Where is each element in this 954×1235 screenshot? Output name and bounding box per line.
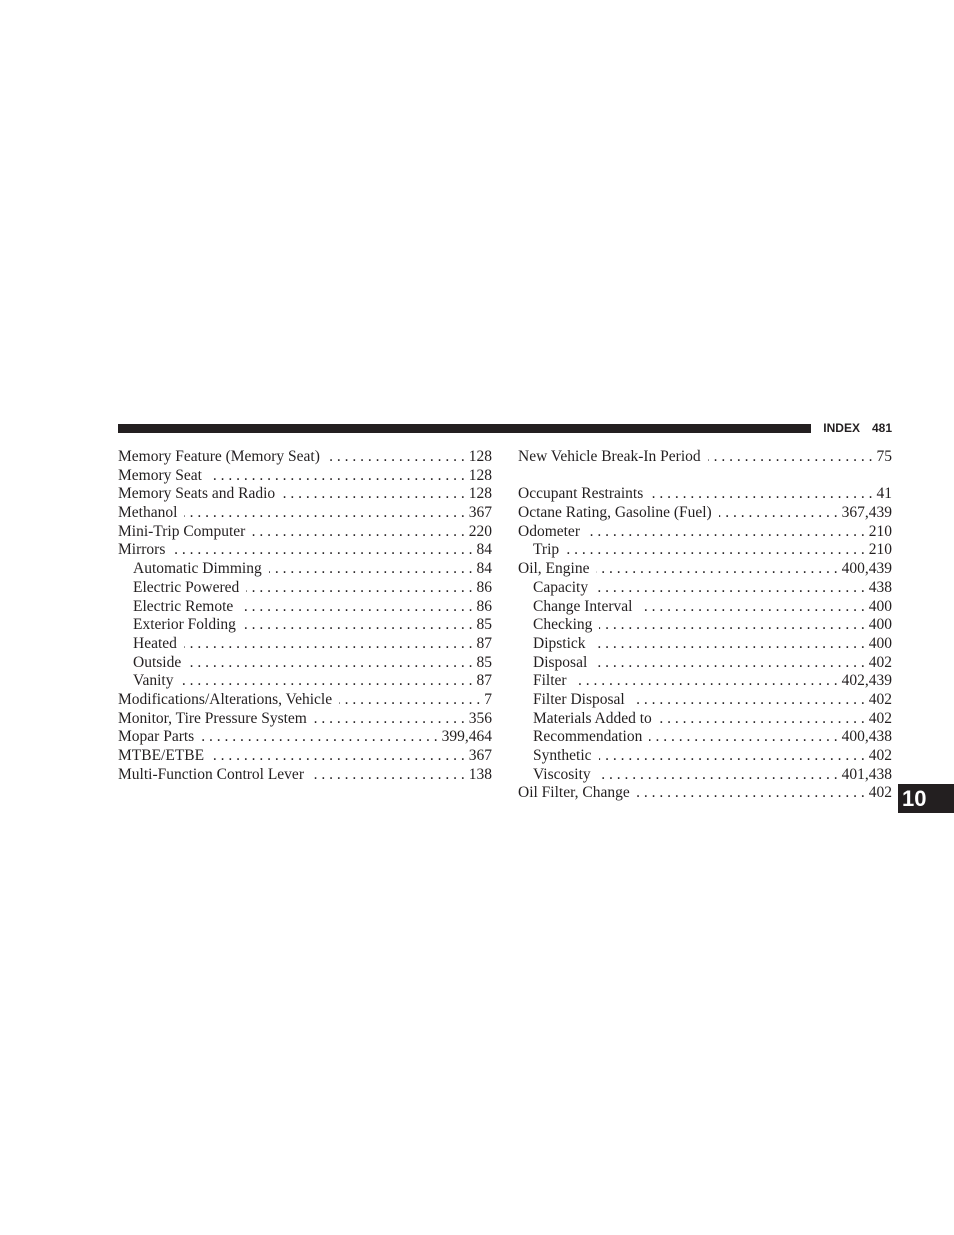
entry-label: Memory Feature (Memory Seat)	[118, 448, 320, 465]
index-subentry	[118, 616, 492, 635]
entry-pages: 400	[868, 597, 892, 615]
entry-label: Odometer	[518, 522, 580, 540]
entry-label: Methanol	[118, 504, 178, 522]
entry-label: Mirrors	[118, 541, 166, 559]
index-subentry	[518, 598, 892, 617]
index-entry	[118, 523, 492, 542]
index-subentry	[518, 541, 892, 560]
index-subentry	[518, 710, 892, 729]
entry-pages: 210	[868, 541, 892, 559]
entry-pages: 367	[468, 504, 492, 522]
index-entry	[118, 710, 492, 729]
index-entry	[118, 467, 492, 486]
entry-pages: 399,464	[441, 728, 492, 746]
entry-label: Multi-Function Control Lever	[118, 765, 304, 783]
entry-label: Materials Added to	[533, 709, 652, 727]
entry-label: Disposal	[533, 653, 588, 671]
index-subentry	[518, 691, 892, 710]
entry-pages: 86	[476, 578, 492, 596]
entry-pages: 438	[868, 578, 892, 596]
entry-pages: 402,439	[841, 672, 892, 690]
index-column-left	[118, 448, 492, 784]
entry-label: Capacity	[533, 578, 589, 596]
index-subentry	[518, 747, 892, 766]
entry-label: Filter Disposal	[533, 690, 625, 708]
chapter-tab: 10	[898, 784, 954, 813]
entry-pages: 87	[476, 672, 492, 690]
entry-label: Monitor, Tire Pressure System	[118, 709, 307, 727]
entry-pages: 402	[868, 653, 892, 671]
index-entry	[118, 504, 492, 523]
entry-pages: 400	[868, 616, 892, 634]
entry-pages: 128	[468, 466, 492, 484]
index-entry	[518, 523, 892, 542]
entry-label: Memory Seat	[118, 466, 202, 484]
index-subentry	[518, 635, 892, 654]
index-entry	[118, 691, 492, 710]
header-rule	[118, 424, 811, 433]
entry-pages: 402	[868, 747, 892, 764]
entry-label: Trip	[533, 541, 560, 559]
entry-pages: 138	[468, 765, 492, 783]
entry-pages: 84	[476, 541, 492, 559]
index-entry	[518, 560, 892, 579]
index-entry	[118, 541, 492, 560]
entry-pages: 402	[868, 690, 892, 708]
index-entry	[118, 448, 492, 467]
entry-label: Vanity	[133, 672, 174, 690]
entry-pages: 367,439	[841, 504, 892, 522]
page-number: 481	[871, 421, 892, 435]
entry-pages: 367	[468, 747, 492, 764]
index-entry	[518, 504, 892, 523]
running-header	[812, 420, 892, 436]
entry-pages: 400,439	[841, 560, 892, 578]
entry-pages: 402	[868, 784, 892, 802]
entry-label: Filter	[533, 672, 567, 690]
index-subentry	[118, 579, 492, 598]
index-subentry	[118, 672, 492, 691]
entry-pages: 41	[876, 485, 892, 503]
index-entry	[518, 448, 892, 467]
entry-pages: 87	[476, 634, 492, 652]
entry-pages: 210	[868, 522, 892, 540]
index-subentry	[118, 598, 492, 617]
entry-pages: 75	[876, 448, 892, 465]
entry-label: Recommendation	[533, 728, 643, 746]
entry-label: Electric Powered	[133, 578, 240, 596]
section-title: INDEX	[823, 421, 860, 435]
index-entry	[518, 784, 892, 803]
entry-label: Viscosity	[533, 765, 591, 783]
index-entry	[118, 766, 492, 785]
index-subentry	[118, 654, 492, 673]
entry-label: Outside	[133, 653, 182, 671]
index-entry	[118, 485, 492, 504]
index-subentry	[518, 766, 892, 785]
index-subentry	[518, 579, 892, 598]
entry-label: Occupant Restraints	[518, 485, 644, 503]
index-subentry	[518, 616, 892, 635]
entry-label: New Vehicle Break-In Period	[518, 448, 701, 465]
entry-pages: 86	[476, 597, 492, 615]
entry-pages: 85	[476, 653, 492, 671]
entry-label: Mini-Trip Computer	[118, 522, 246, 540]
entry-pages: 128	[468, 485, 492, 503]
entry-pages: 84	[476, 560, 492, 578]
entry-pages: 128	[468, 448, 492, 465]
entry-label: Mopar Parts	[118, 728, 195, 746]
index-entry	[518, 485, 892, 504]
entry-pages: 85	[476, 616, 492, 634]
index-subentry	[118, 560, 492, 579]
entry-label: Oil Filter, Change	[518, 784, 630, 802]
entry-pages: 400	[868, 634, 892, 652]
entry-label: Oil, Engine	[518, 560, 590, 578]
entry-pages: 220	[468, 522, 492, 540]
index-entry	[118, 747, 492, 766]
entry-label: Synthetic	[533, 747, 592, 764]
entry-label: Dipstick	[533, 634, 586, 652]
entry-label: Electric Remote	[133, 597, 234, 615]
entry-label: MTBE/ETBE	[118, 747, 205, 764]
entry-label: Change Interval	[533, 597, 633, 615]
index-column-right	[518, 448, 892, 803]
entry-label: Modifications/Alterations, Vehicle	[118, 690, 333, 708]
entry-label: Memory Seats and Radio	[118, 485, 276, 503]
entry-pages: 400,438	[841, 728, 892, 746]
entry-pages: 7	[484, 690, 492, 708]
entry-label: Octane Rating, Gasoline (Fuel)	[518, 504, 712, 522]
index-entry	[118, 728, 492, 747]
index-subentry	[518, 672, 892, 691]
entry-label: Checking	[533, 616, 593, 634]
index-subentry	[118, 635, 492, 654]
entry-label: Exterior Folding	[133, 616, 236, 634]
entry-pages: 401,438	[841, 765, 892, 783]
entry-label: Heated	[133, 634, 177, 652]
entry-pages: 356	[468, 709, 492, 727]
index-subentry	[518, 728, 892, 747]
entry-label: Automatic Dimming	[133, 560, 262, 578]
index-subentry	[518, 654, 892, 673]
entry-pages: 402	[868, 709, 892, 727]
